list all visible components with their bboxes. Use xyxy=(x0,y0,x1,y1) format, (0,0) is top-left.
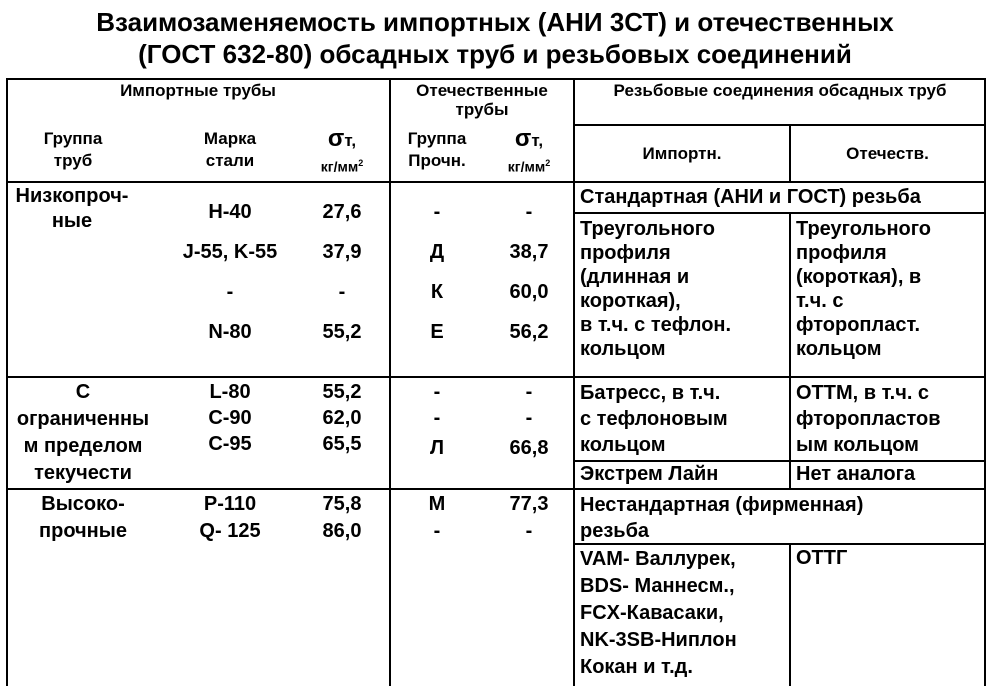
col-header-group: Группа труб xyxy=(43,129,103,170)
group-limited-yield: С ограниченны м пределом текучести xyxy=(16,381,150,484)
grades-limited: L-80 C-90 C-95 xyxy=(208,381,252,455)
col-header-thread-domestic: Отечеств. xyxy=(846,144,929,163)
thread-buttress-domestic: ОТТМ, в т.ч. с фторопластов ым кольцом xyxy=(796,382,941,456)
grades-low: H-40 J-55, K-55 - N-80 xyxy=(182,201,278,343)
col-header-thread-imported: Импортн. xyxy=(642,144,722,163)
rule-standard xyxy=(574,212,986,214)
group-low-strength: Низкопроч- ные xyxy=(15,185,129,232)
rule-domestic xyxy=(389,78,391,686)
rule-right xyxy=(984,78,986,686)
rule-thread-split-2 xyxy=(789,212,791,489)
header-domestic-pipes: Отечественные трубы xyxy=(416,81,548,119)
sigma-imported-low: 27,6 37,9 - 55,2 xyxy=(322,201,362,343)
col-header-sigma-domestic: σт, $кг/мм^2$ xyxy=(507,125,551,175)
sigma-imported-limited: 55,2 62,0 65,5 xyxy=(322,381,362,455)
thread-premium-imported: VAM- Валлурек, BDS- Маннесм., FCX-Кавасаки, NK-3SB-Ниплон Кокан и т.д. xyxy=(580,548,737,678)
domestic-groups-limited: - - Л xyxy=(429,381,445,459)
domestic-groups-high: М - xyxy=(428,493,446,542)
rule-section-2 xyxy=(6,376,986,378)
rule-section-3 xyxy=(6,488,986,490)
rule-header-bottom-right xyxy=(574,124,986,126)
thread-buttress-imported: Батресс, в т.ч. с тефлоновым кольцом xyxy=(580,382,728,456)
rule-top xyxy=(6,78,986,80)
sigma-domestic-high: 77,3 - xyxy=(509,493,549,542)
thread-nonstandard: Нестандартная (фирменная) резьба xyxy=(580,494,864,542)
rule-thread-split-3 xyxy=(789,543,791,686)
header-threads: Резьбовые соединения обсадных труб xyxy=(613,81,947,100)
domestic-groups-low: - Д К Е xyxy=(429,201,445,343)
group-high-strength: Высоко- прочные xyxy=(39,493,127,542)
thread-extreme-line: Экстрем Лайн xyxy=(580,463,719,485)
thread-no-analog: Нет аналога xyxy=(796,463,916,485)
header-imported-pipes: Импортные трубы xyxy=(120,81,276,100)
sigma-domestic-limited: - - 66,8 xyxy=(509,381,549,459)
sigma-domestic-low: - 38,7 60,0 56,2 xyxy=(509,201,549,343)
col-header-grade: Марка стали xyxy=(203,129,257,170)
rule-header-bottom xyxy=(6,181,986,183)
thread-premium-domestic: ОТТГ xyxy=(796,547,848,569)
thread-standard: Стандартная (АНИ и ГОСТ) резьба xyxy=(580,186,921,208)
sigma-imported-high: 75,8 86,0 xyxy=(322,493,362,542)
title-line-2: (ГОСТ 632-80) обсадных труб и резьбовых соединений xyxy=(138,39,852,69)
col-header-strength-group: Группа Прочн. xyxy=(407,129,467,170)
col-header-sigma-imported: σт, $кг/мм^2$ xyxy=(320,125,364,175)
title-line-1: Взаимозаменяемость импортных (АНИ 3СТ) и отечественных xyxy=(96,7,894,37)
thread-triangular-domestic: Треугольного профиля (короткая), в т.ч. с фторопласт. кольцом xyxy=(796,218,932,360)
grades-high: P-110 Q- 125 xyxy=(199,493,261,542)
thread-triangular-imported: Треугольного профиля (длинная и короткая), в т.ч. с тефлон. кольцом xyxy=(580,218,732,360)
